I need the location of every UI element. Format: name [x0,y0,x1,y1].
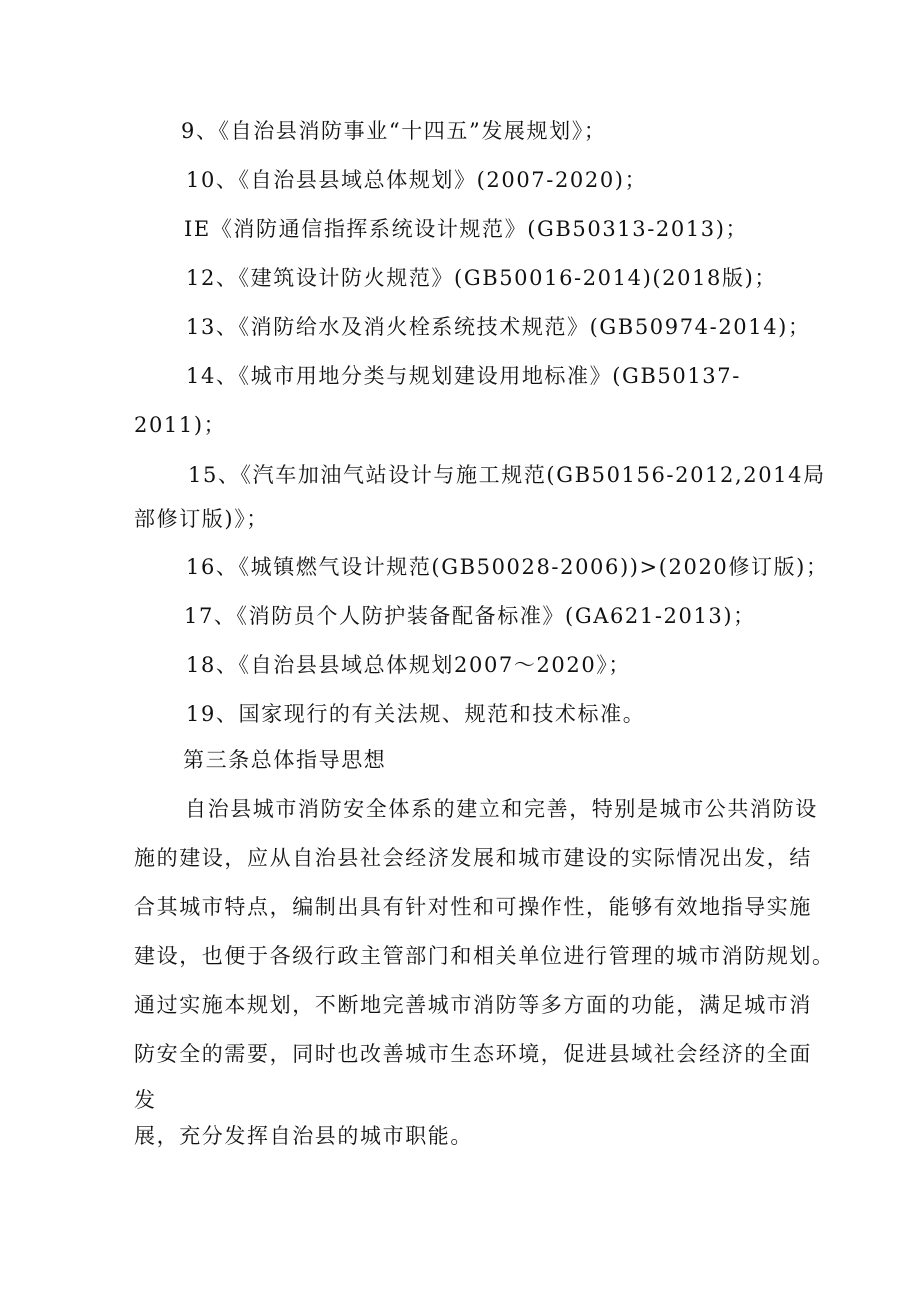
paragraph-line-2: 施的建设，应从自治县社会经济发展和城市建设的实际情况出发，结 [134,846,812,870]
paragraph-line-3: 合其城市特点，编制出具有针对性和可操作性，能够有效地指导实施 [134,895,812,919]
reference-item-10: 10、《自治县县域总体规划》(2007-2020)； [186,168,648,192]
reference-item-14: 14、《城市用地分类与规划建设用地标准》(GB50137- [186,364,741,388]
paragraph-line-6: 防安全的需要，同时也改善城市生态环境，促进县域社会经济的全面 [134,1042,812,1066]
reference-item-18: 18、《自治县县域总体规划2007～2020》； [186,653,632,677]
reference-item-14-continued: 2011)； [134,413,227,437]
reference-item-11: IE《消防通信指挥系统设计规范》(GB50313-2013)； [184,217,749,241]
reference-item-12: 12、《建筑设计防火规范》(GB50016-2014)(2018版)； [186,266,777,290]
paragraph-line-1: 自治县城市消防安全体系的建立和完善，特别是城市公共消防设 [185,797,818,821]
section-heading: 第三条总体指导思想 [183,748,387,772]
reference-item-17: 17、《消防员个人防护装备配备标准》(GA621-2013)； [184,604,756,628]
reference-item-9: 9、《自治县消防事业“十四五”发展规划》； [181,119,607,143]
reference-item-15-continued: 部修订版)》； [134,507,269,531]
reference-item-16: 16、《城镇燃气设计规范(GB50028-2006))>(2020修订版)； [186,555,829,579]
paragraph-line-8: 展，充分发挥自治县的城市职能。 [134,1124,473,1148]
reference-item-19: 19、国家现行的有关法规、规范和技术标准。 [186,702,646,726]
reference-item-13: 13、《消防给水及消火栓系统技术规范》(GB50974-2014)； [186,315,811,339]
paragraph-line-4: 建设，也便于各级行政主管部门和相关单位进行管理的城市消防规划。 [134,944,835,968]
paragraph-line-7: 发 [134,1088,157,1112]
paragraph-line-5: 通过实施本规划，不断地完善城市消防等多方面的功能，满足城市消 [134,993,812,1017]
reference-item-15: 15、《汽车加油气站设计与施工规范(GB50156-2012,2014局 [188,463,826,487]
